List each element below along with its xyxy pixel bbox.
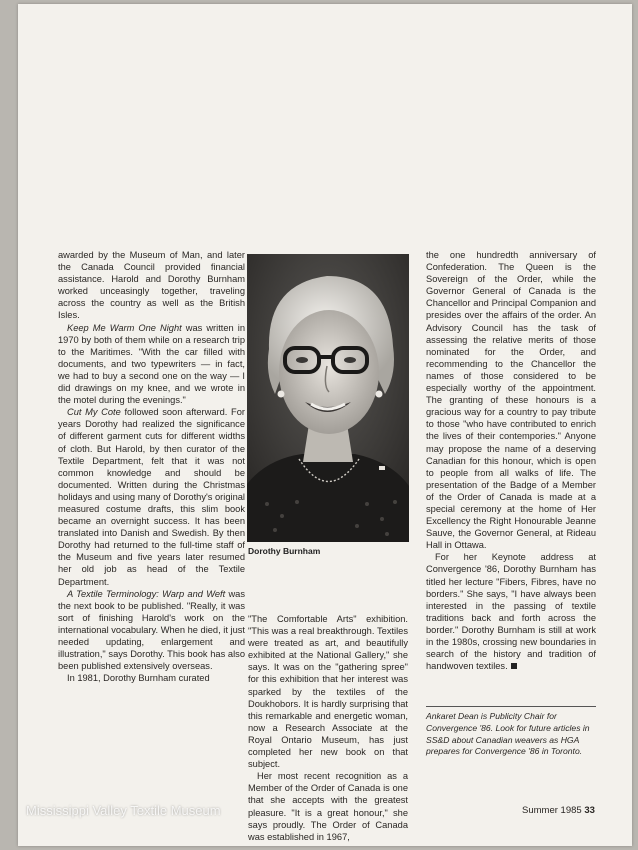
author-credit: Ankaret Dean is Publicity Chair for Convergence '86. Look for future articles in SS&D about Canadian weavers as HGA prepares for Convergence '86 in Toronto. (426, 711, 590, 757)
end-mark-icon (511, 663, 517, 669)
left-column (58, 249, 245, 684)
paragraph-text: was written in 1970 by both of them while on a research trip to the Maritimes. "With the car filled with documents, and two typewriters — in fact, we had to buy a second one on the way — I did drawings on my knee, and we wrote in the motel during the evenings." (58, 322, 245, 406)
page-folio (522, 805, 595, 816)
paragraph (58, 588, 245, 673)
book-title: Cut My Cote (67, 407, 121, 418)
paragraph: "The Comfortable Arts" exhibition. "This was a real breakthrough. Textiles were treated as art, and beautifully exhibited at the National Gallery," she says. It was on the "gathering spree" for this exhibition that her interest was sparked by the textiles of the Doukhobors. It is hardly surprising that this remarkable and energetic woman, now a Research Associate at the Royal Ontario Museum, has just completed her new book on that subject. (248, 614, 408, 770)
portrait-illustration (247, 254, 409, 542)
middle-column (248, 613, 408, 843)
paragraph (58, 322, 245, 407)
portrait-photo (247, 254, 409, 542)
paragraph: awarded by the Museum of Man, and later the Canada Council provided financial assistance. Harold and Dorothy Burnham worked unceasingly together, traveling across the country as well as the British Isles. (58, 250, 245, 321)
paragraph (426, 551, 596, 672)
paragraph-text: For her Keynote address at Convergence '86, Dorothy Burnham has titled her lecture "Fibers, Fibres, have no borders." She says, "I have always been interested in the passing of textile traditions back and forth across the border." Dorothy Burnham is still at work in the 1980s, crossing new boundaries in search of the history and tradition of handwoven textiles. (426, 552, 596, 672)
book-title: A Textile Terminology: Warp and Weft (67, 588, 226, 599)
divider (426, 706, 596, 707)
watermark: Mississippi Valley Textile Museum (26, 803, 221, 818)
paragraph: In 1981, Dorothy Burnham curated (67, 673, 210, 684)
right-column (426, 249, 596, 672)
photo-caption: Dorothy Burnham (248, 546, 321, 556)
issue-date: Summer 1985 (522, 805, 582, 816)
paragraph-text: followed soon afterward. For years Dorothy had realized the significance of different garment cuts for different widths of cloth. But Harold, by then curator of the Textile Department, felt that it was not common knowledge and should be documented. Written during the Christmas holidays and using many of Dorothy's original measured costume drafts, this slim book became an overnight success. It has been translated into Danish and Swedish. By then Dorothy had returned to the full-time staff of the Museum and five years later resumed her old job as head of the Textile Department. (58, 407, 245, 587)
magazine-page (18, 4, 632, 846)
book-title: Keep Me Warm One Night (67, 322, 182, 333)
page-number: 33 (584, 805, 595, 816)
paragraph: Her most recent recognition as a Member of the Order of Canada is one that she accepts with the greatest pleasure. "It is a great honour," she says proudly. The Order of Canada was established in 1967, (248, 771, 408, 842)
paragraph-text: was the next book to be published. "Really, it was sort of finishing Harold's work on the international vocabulary. When he died, it just needed updating, enlargement and illustration," says Dorothy. This book has also been published extensively overseas. (58, 588, 245, 672)
paragraph: the one hundredth anniversary of Confederation. The Queen is the Sovereign of the Order, while the Governor General of Canada is the Chancellor and Principal Companion and presides over the affairs of the order. An Advisory Council has the task of assessing the relative merits of those nominated for the Order, and recommending to the Chancellor the names of those considered to be especially worthy of the appointment. The granting of these honours is a gracious way for a country to pay tribute to those "who have contributed to enrich the lives of their contempories." Anyone may propose the name of a deserving Canadian for this honour, which is open to people from all walks of life. The presentation of the Badge of a Member of the Order of Canada is made at a special ceremony at the home of Her Excellency the Right Honourable Jeanne Sauve, the Governor General, at Rideau Hall in Ottawa. (426, 250, 596, 551)
paragraph (58, 406, 245, 587)
